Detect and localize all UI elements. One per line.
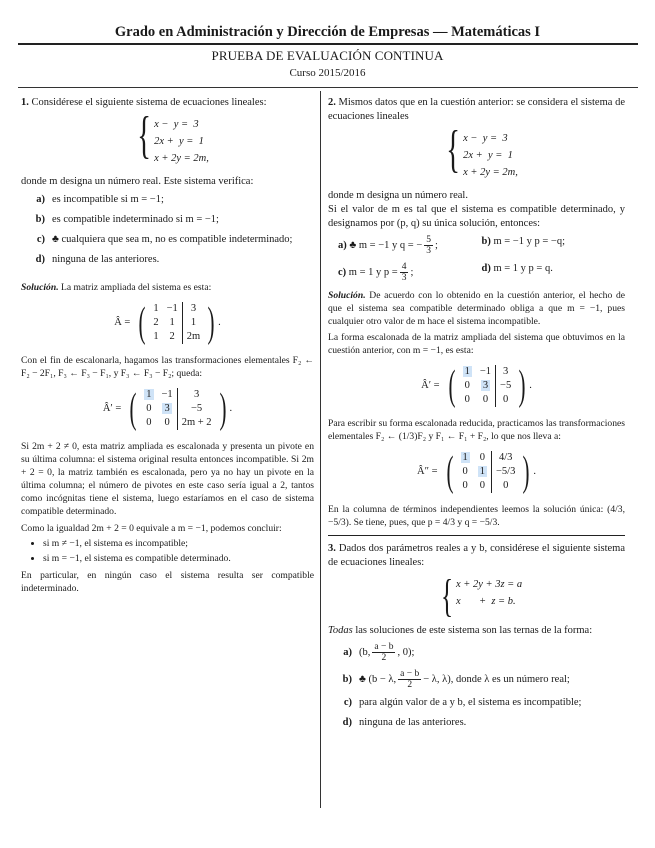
q3-eq-1: x + 2y + 3z = a xyxy=(455,579,523,590)
q2-matrix-a-prime: Â′ = ( 1 −1 3 0 3 −5 0 0 0 ) . xyxy=(421,363,532,409)
q1-number: 1. xyxy=(21,97,29,108)
question-3 xyxy=(328,542,625,570)
q2-final: En la columna de términos independientes leemos la solución única: (4/3, −5/3). Se tiene, pues, que p = 4/3 y q = −5/3. xyxy=(328,504,625,528)
brace-icon: { xyxy=(137,107,152,164)
q1-solution-intro: La matriz ampliada del sistema es esta: xyxy=(61,282,212,293)
q1-option-b: b) es compatible indeterminado si m = −1; xyxy=(35,214,219,225)
q3-number: 3. xyxy=(328,543,336,554)
q2-eq-1: x − y = 3 xyxy=(463,133,508,144)
q2-option-a: a) ♣ m = −1 y q = − $\frac{5}{3}$ ; xyxy=(338,235,438,256)
q1-system xyxy=(21,107,314,167)
q1-conclude: Como la igualdad 2m + 2 = 0 equivale a m = −1, podemos concluir: xyxy=(21,523,282,534)
q2-matrix-a-double-prime: Â″ = ( 1 0 4/3 0 1 −5/3 0 0 0 ) . xyxy=(417,449,536,495)
q3-todas: Todas xyxy=(328,625,353,636)
q2-step-2: Para escribir su forma escalonada reducida, practicamos las transformaciones elementales F₂ ← (1/3)F₂ y F₁ ← F₁ + F₂, lo que nos lleva a: xyxy=(328,418,626,442)
q2-option-b: b) m = −1 y p = −q; xyxy=(481,236,565,247)
list-item: • si m ≠ −1, el sistema es incompatible; xyxy=(43,537,314,550)
q1-option-a: a) es incompatible si m = −1; xyxy=(36,194,164,205)
list-item: • si m = −1, el sistema es compatible determinado. xyxy=(43,552,314,565)
page-title: Grado en Administración y Dirección de Empresas — Matemáticas I xyxy=(114,24,541,40)
exam-subtitle: PRUEBA DE EVALUACIÓN CONTINUA xyxy=(211,48,444,63)
q2-intro: Mismos datos que en la cuestión anterior: se considera el sistema de ecuaciones lineales xyxy=(328,97,625,122)
question-separator xyxy=(328,535,625,536)
q2-option-d: d) m = 1 y p = q. xyxy=(481,263,553,274)
q3-option-b: b) ♣ (b − λ, $\frac{a - b}{2}$ − λ, λ), donde λ es un número real; xyxy=(342,669,570,690)
q2-option-c: c) m = 1 y p = $\frac{4}{3}$ ; xyxy=(338,262,414,283)
q1-eq-3: x + 2y = 2m, xyxy=(154,153,209,164)
q1-bullets xyxy=(43,537,314,565)
q3-after: las soluciones de este sistema son las ternas de la forma: xyxy=(355,625,593,636)
q3-option-c: c) para algún valor de a y b, el sistema es incompatible; xyxy=(343,697,582,708)
q3-option-d: d) ninguna de las anteriores. xyxy=(342,717,467,728)
q2-solution-text: De acuerdo con lo obtenido en la cuestión anterior, el hecho de que el sistema sea compatible determinado obliga a que m = −1, pues cualquier otro valor de m hace el sistema incompatible. xyxy=(328,290,626,327)
q1-analysis: Si 2m + 2 ≠ 0, esta matriz ampliada es escalonada y presenta un pivote en su última columna: el sistema original resulta entonces incompatible. Si 2m + 2 = 0, la matriz también es escalonada, pero ya no hay un pivote en la última columna; el número de pivotes en este caso sería igual a 2, tantos como incógnitas tiene el sistema, luego estaríamos en el caso de sistema compatible determinado. xyxy=(21,441,314,517)
q2-options xyxy=(338,235,625,283)
q3-intro: Dados dos parámetros reales a y b, considérese el siguiente sistema de ecuaciones lineales: xyxy=(328,543,625,568)
q1-eq-1: x − y = 3 xyxy=(154,119,199,130)
q1-option-d: d) ninguna de las anteriores. xyxy=(35,254,160,265)
q1-final: En particular, en ningún caso el sistema resulta ser compatible indeterminado. xyxy=(21,570,314,594)
q2-after-2: Si el valor de m es tal que el sistema es compatible determinado, y designamos por (p, q) su única solución, entonces: xyxy=(328,204,625,229)
question-1 xyxy=(21,96,314,595)
question-2 xyxy=(328,96,625,736)
column-divider xyxy=(320,91,321,808)
q1-solution-label: Solución. xyxy=(21,282,59,293)
q1-matrix-a: Â = ( 1 −1 3 2 1 1 1 2 2m ) . xyxy=(114,300,221,346)
q3-system xyxy=(328,570,625,621)
q2-step-1: La forma escalonada de la matriz ampliada del sistema que obtuvimos en la cuestión anterior, con m = −1, es esta: xyxy=(328,332,625,356)
q3-eq-2: x + z = b. xyxy=(455,596,516,607)
q1-matrix-a-prime: Â′ = ( 1 −1 3 0 3 −5 0 0 2m + 2 ) . xyxy=(102,386,233,432)
q1-intro: Considérese el siguiente sistema de ecuaciones lineales: xyxy=(31,97,267,108)
q2-after-1: donde m designa un número real. xyxy=(328,190,468,201)
q1-eq-2: 2x + y = 1 xyxy=(154,136,204,147)
q1-step: Con el fin de escalonarla, hagamos las transformaciones elementales F₂ ← F₂ − 2F₁, F₃ ← F₃ − F₁, y F₃ ← F₃ − F₂; queda: xyxy=(21,355,314,379)
q1-option-c: c) ♣ cualquiera que sea m, no es compatible indeterminado; xyxy=(36,234,293,245)
q1-after: donde m designa un número real. Este sistema verifica: xyxy=(21,176,254,187)
header-rule xyxy=(18,43,638,45)
q2-system xyxy=(328,121,625,181)
q2-solution-label: Solución. xyxy=(328,290,366,301)
brace-icon: { xyxy=(446,121,461,178)
course-year: Curso 2015/2016 xyxy=(289,67,366,79)
q3-option-a: a) (b, $\frac{a - b}{2}$ , 0); xyxy=(343,642,415,663)
content-rule xyxy=(18,87,638,88)
brace-icon: { xyxy=(440,570,453,621)
q2-number: 2. xyxy=(328,97,336,108)
q2-eq-2: 2x + y = 1 xyxy=(463,150,513,161)
q2-eq-3: x + 2y = 2m, xyxy=(463,167,518,178)
